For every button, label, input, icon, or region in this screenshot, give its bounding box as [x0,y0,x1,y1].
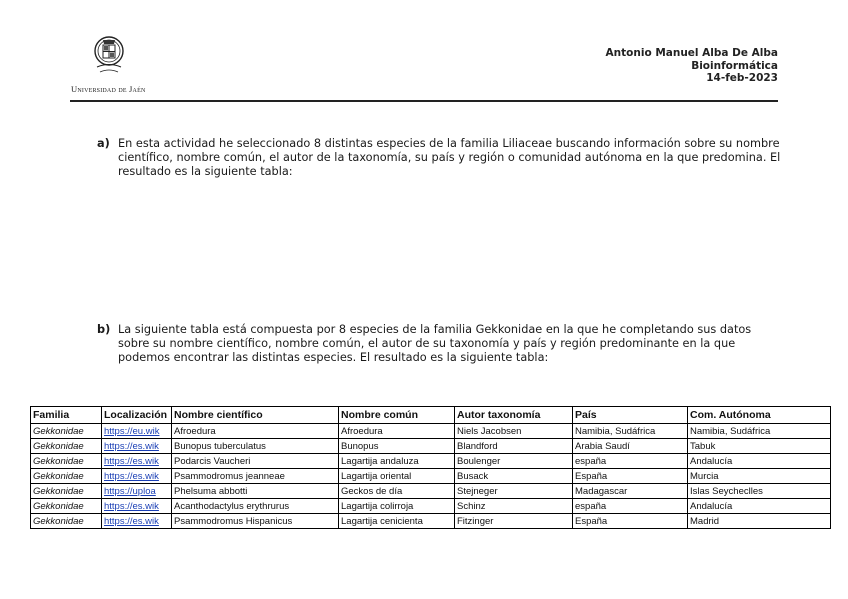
table-row [31,469,831,484]
cell-pais: españa [573,454,688,469]
university-seal-logo [92,34,126,82]
column-header-autor-taxonomia: Autor taxonomía [455,407,573,424]
cell-nombre-cientifico: Bunopus tuberculatus [172,439,339,454]
author-name: Antonio Manuel Alba De Alba [605,47,778,59]
cell-nombre-comun: Lagartija colirroja [339,499,455,514]
cell-nombre-cientifico: Acanthodactylus erythrurus [172,499,339,514]
cell-familia: Gekkonidae [31,439,102,454]
column-header-com-autonoma: Com. Autónoma [688,407,831,424]
cell-com-autonoma: Tabuk [688,439,831,454]
cell-localizacion-link[interactable]: https://uploa [102,484,172,499]
cell-com-autonoma: Andalucía [688,499,831,514]
table-row [31,484,831,499]
cell-localizacion-link[interactable]: https://es.wik [102,469,172,484]
cell-nombre-comun: Lagartija andaluza [339,454,455,469]
cell-localizacion-link[interactable]: https://es.wik [102,439,172,454]
table-row [31,514,831,529]
cell-autor: Stejneger [455,484,573,499]
cell-autor: Blandford [455,439,573,454]
cell-familia: Gekkonidae [31,454,102,469]
column-header-nombre-comun: Nombre común [339,407,455,424]
cell-nombre-cientifico: Podarcis Vaucheri [172,454,339,469]
cell-com-autonoma: Madrid [688,514,831,529]
cell-familia: Gekkonidae [31,469,102,484]
cell-localizacion-link[interactable]: https://eu.wik [102,424,172,439]
cell-nombre-cientifico: Psammodromus jeanneae [172,469,339,484]
table-row [31,439,831,454]
cell-autor: Busack [455,469,573,484]
cell-autor: Boulenger [455,454,573,469]
cell-autor: Fitzinger [455,514,573,529]
cell-nombre-cientifico: Psammodromus Hispanicus [172,514,339,529]
cell-nombre-comun: Afroedura [339,424,455,439]
cell-pais: españa [573,499,688,514]
subject-name: Bioinformática [691,59,778,72]
section-a-text: En esta actividad he seleccionado 8 distintas especies de la familia Liliaceae buscando información sobre su nombre científico, nombre común, el autor de la taxonomía, su país y región o comunidad autónoma en la que predomina. El resultado es la siguiente tabla: [118,137,781,178]
section-b [97,323,782,365]
cell-familia: Gekkonidae [31,499,102,514]
university-name: Universidad de Jaén [71,84,146,94]
cell-com-autonoma: Islas Seycheclles [688,484,831,499]
cell-pais: Arabia Saudí [573,439,688,454]
cell-pais: España [573,469,688,484]
document-date: 14-feb-2023 [706,72,778,84]
cell-autor: Schinz [455,499,573,514]
table-row [31,499,831,514]
table-header-row [31,407,831,424]
column-header-localizacion: Localización [102,407,172,424]
cell-nombre-comun: Geckos de día [339,484,455,499]
gekkonidae-species-table [30,406,831,529]
cell-pais: España [573,514,688,529]
section-b-marker: b) [97,323,111,336]
header-divider [70,100,778,102]
cell-familia: Gekkonidae [31,424,102,439]
cell-autor: Niels Jacobsen [455,424,573,439]
cell-localizacion-link[interactable]: https://es.wik [102,514,172,529]
table-row [31,424,831,439]
column-header-nombre-cientifico: Nombre científico [172,407,339,424]
cell-nombre-comun: Bunopus [339,439,455,454]
cell-localizacion-link[interactable]: https://es.wik [102,454,172,469]
cell-nombre-cientifico: Afroedura [172,424,339,439]
cell-familia: Gekkonidae [31,484,102,499]
cell-com-autonoma: Murcia [688,469,831,484]
column-header-familia: Familia [31,407,102,424]
cell-nombre-comun: Lagartija cenicienta [339,514,455,529]
cell-pais: Madagascar [573,484,688,499]
cell-familia: Gekkonidae [31,514,102,529]
section-a-marker: a) [97,137,110,150]
cell-com-autonoma: Namibia, Sudáfrica [688,424,831,439]
document-header-info [606,47,778,85]
column-header-pais: País [573,407,688,424]
section-a [97,137,782,179]
table-row [31,454,831,469]
cell-localizacion-link[interactable]: https://es.wik [102,499,172,514]
cell-nombre-cientifico: Phelsuma abbotti [172,484,339,499]
section-b-text: La siguiente tabla está compuesta por 8 especies de la familia Gekkonidae en la que he completando sus datos sobre su nombre científico, nombre común, el autor de su taxonomía y país y región predominante en la que podemos encontrar las distintas especies. El resultado es la siguiente tabla: [118,323,752,364]
cell-pais: Namibia, Sudáfrica [573,424,688,439]
cell-nombre-comun: Lagartija oriental [339,469,455,484]
cell-com-autonoma: Andalucía [688,454,831,469]
